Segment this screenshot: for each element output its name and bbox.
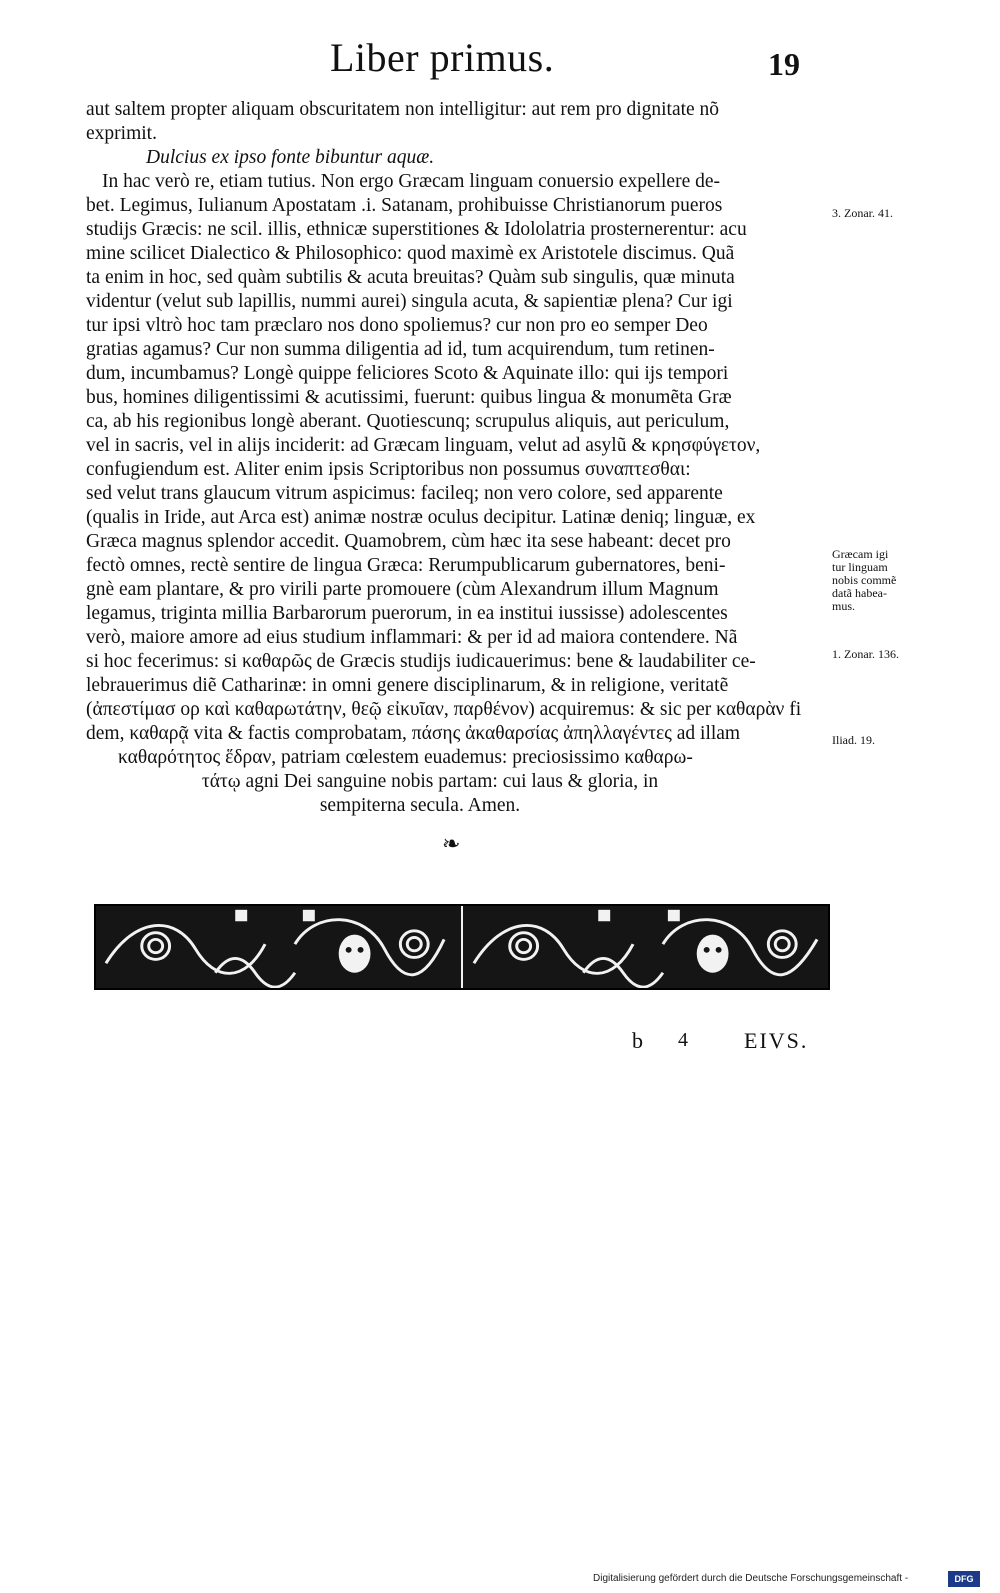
text-line: fectò omnes, rectè sentire de lingua Græca: Rerumpublicarum gubernatores, beni- [86, 555, 726, 576]
text-line: verò, maiore amore ad eius studium inflammari: & per id ad maiora contendere. Nã [86, 627, 738, 648]
text-line: dum, incumbamus? Longè quippe feliciores Scoto & Aquinate illo: qui ijs tempori [86, 363, 729, 384]
margin-note: 3. Zonar. 41. [832, 206, 893, 220]
fleuron-icon: ❧ [442, 831, 461, 856]
text-line: sed velut trans glaucum vitrum aspicimus: facileq; non vero colore, sed apparente [86, 483, 723, 504]
text-line: gratias agamus? Cur non summa diligentia ad id, tum acquirendum, tum retinen- [86, 339, 715, 360]
text-line: Græca magnus splendor accedit. Quamobrem, cùm hæc ita sese habeant: decet pro [86, 531, 731, 552]
text-line: tur ipsi vltrò hoc tam præclaro nos dono spoliemus? cur non pro eo semper Deo [86, 315, 708, 336]
foliage-ornament-icon [96, 906, 828, 988]
text-line: τάτῳ agni Dei sanguine nobis partam: cui laus & gloria, in [201, 771, 659, 792]
text-line: videntur (velut sub lapillis, nummi aurei) singula acuta, & sapientiæ plena? Cur igi [86, 291, 733, 312]
margin-note: Iliad. 19. [832, 733, 875, 747]
page-number: 19 [768, 46, 800, 82]
text-line: bet. Legimus, Iulianum Apostatam .i. Satanam, prohibuisse Christianorum pueros [86, 195, 723, 216]
signature-number: 4 [678, 1029, 688, 1051]
text-line: dem, καθαρᾷ vita & factis comprobatam, πάσης ἀκαθαρσίας ἀπηλλαγέντες ad illam [86, 723, 741, 744]
text-line: lebrauerimus diẽ Catharinæ: in omni genere disciplinarum, & in religione, veritatẽ [86, 675, 729, 696]
text-line: gnè eam plantare, & pro virili parte promouere (cùm Alexandrum illum Magnum [86, 579, 719, 600]
text-line: ca, ab his regionibus longè aberant. Quotiescunq; scrupulus aliquis, aut periculum, [86, 411, 730, 432]
text-line: studijs Græcis: ne scil. illis, ethnicæ superstitiones & Idololatria prosternerentur: acu [86, 219, 747, 240]
signature-mark: b [632, 1028, 643, 1053]
quotation-line: Dulcius ex ipso fonte bibuntur aquæ. [146, 147, 435, 168]
text-line: aut saltem propter aliquam obscuritatem non intelligitur: aut rem pro dignitate nõ [86, 99, 720, 120]
text-line: mine scilicet Dialectico & Philosophico: quod maximè ex Aristotele discimus. Quã [86, 243, 735, 264]
dfg-logo: DFG [948, 1571, 980, 1587]
text-line: (qualis in Iride, aut Arca est) animæ nostræ oculus decipitur. Latinæ deniq; linguæ, ex [86, 507, 756, 528]
running-head: Liber primus. [330, 35, 555, 80]
text-line: bus, homines diligentissimi & acutissimi, fuerunt: quibus lingua & monumẽta Græ [86, 387, 732, 408]
margin-note: 1. Zonar. 136. [832, 647, 899, 661]
text-line: exprimit. [86, 123, 157, 144]
text-line: sempiterna secula. Amen. [319, 795, 521, 816]
body-text [86, 98, 834, 818]
text-line: In hac verò re, etiam tutius. Non ergo Græcam linguam conuersio expellere de- [102, 171, 721, 192]
text-line: (ἀπεστίμασ ορ καὶ καθαρωτάτην, θεῷ εἰκυῖαν, παρθένον) acquiremus: & sic per καθαρὰν fi [86, 699, 802, 720]
text-line: ta enim in hoc, sed quàm subtilis & acuta breuitas? Quàm sub singulis, quæ minuta [86, 267, 735, 288]
text-line: confugiendum est. Aliter enim ipsis Scriptoribus non possumus συναπτεσθαι: [86, 459, 691, 480]
ornamental-border [94, 904, 830, 990]
text-line: vel in sacris, vel in alijs inciderit: ad Græcam linguam, velut ad asylũ & κρησφύγετον, [86, 435, 761, 456]
text-line: si hoc fecerimus: si καθαρῶς de Græcis studijs iudicauerimus: bene & laudabiliter ce- [86, 651, 756, 672]
text-line: καθαρότητος ἕδραν, patriam cœlestem euademus: preciosissimo καθαρω- [118, 747, 693, 768]
text-line: legamus, triginta millia Barbarorum puerorum, in ea institui iussisse) adolescentes [86, 603, 728, 624]
margin-note: Græcam igi tur linguam nobis commẽ datã habea- mus. [832, 547, 897, 613]
catchword: EIVS. [744, 1028, 809, 1053]
digitization-credit: Digitalisierung gefördert durch die Deutsche Forschungsgemeinschaft - [593, 1573, 909, 1584]
